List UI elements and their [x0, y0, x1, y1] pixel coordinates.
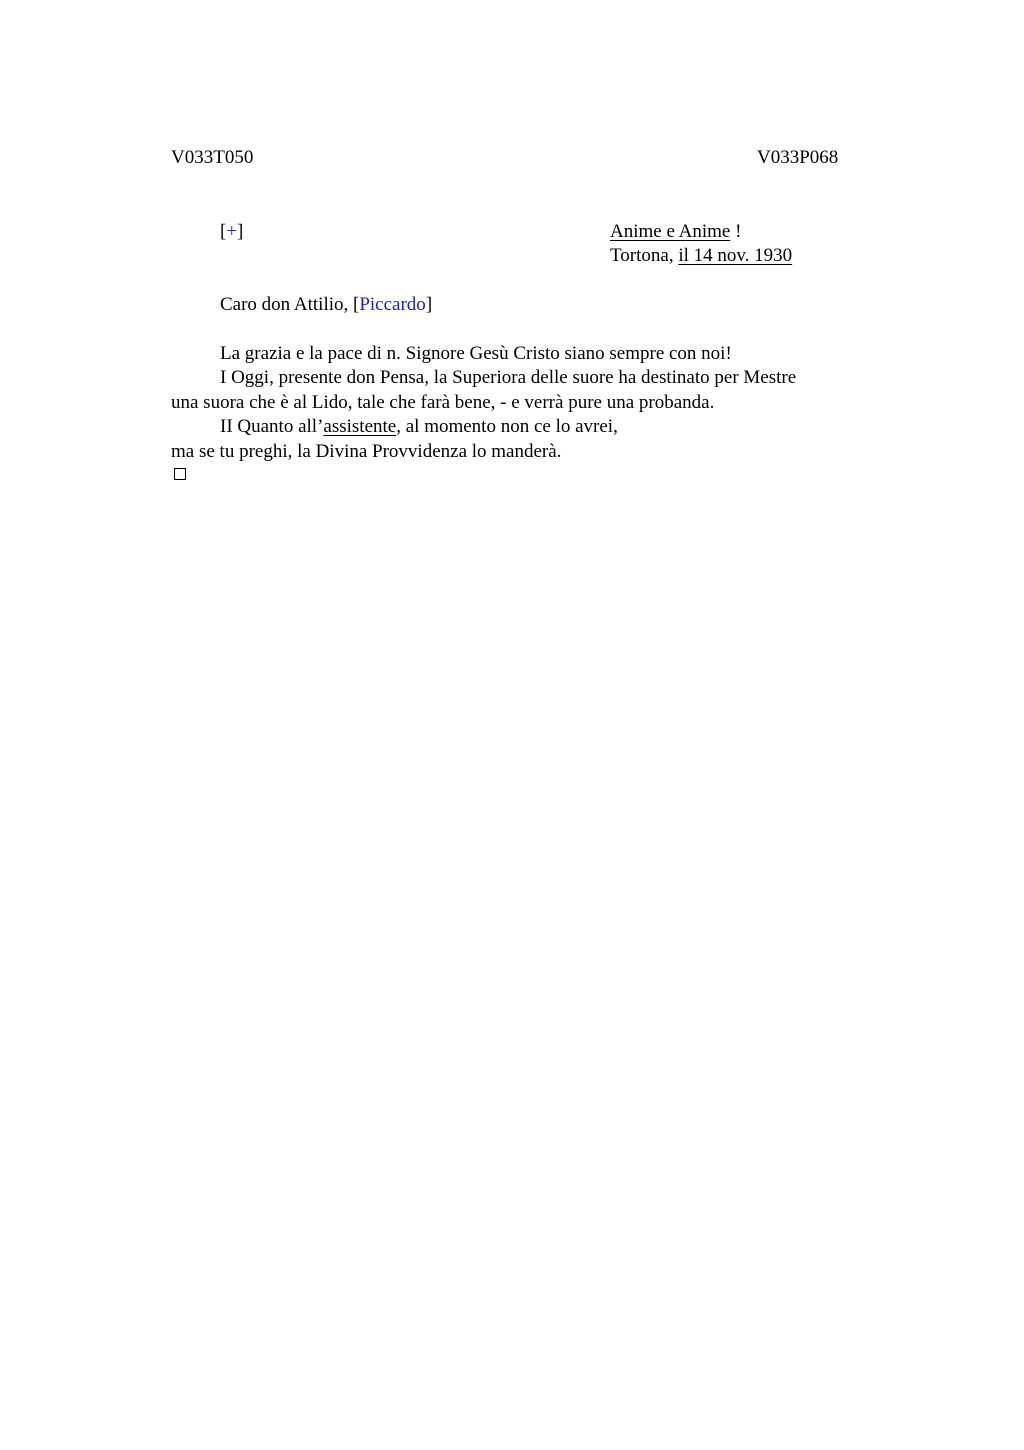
paragraph-1-line-1: I Oggi, presente don Pensa, la Superiora delle suore ha destinato per Mestre — [220, 367, 797, 388]
paragraph-2-line-2: ma se tu preghi, la Divina Provvidenza lo manderà. — [171, 441, 562, 462]
date: il 14 nov. 1930 — [678, 245, 793, 266]
place: Tortona, — [610, 245, 679, 266]
surname-bracket-open: [ — [353, 294, 360, 315]
assistente-word: assistente — [323, 416, 397, 437]
motto-line — [610, 220, 741, 244]
paragraph-2-prefix: II Quanto all’ — [220, 416, 324, 437]
paragraph-1-line-2: una suora che è al Lido, tale che farà bene, - e verrà pure una probanda. — [171, 392, 715, 413]
paragraph-2-line-1 — [220, 415, 618, 439]
document-code-left: V033T050 — [171, 147, 254, 168]
motto-suffix: ! — [730, 221, 742, 242]
paragraph-2-suffix: , al momento non ce lo avrei, — [396, 416, 618, 437]
bracket-open: [ — [220, 221, 227, 242]
page-code-right: V033P068 — [757, 147, 839, 168]
cross-mark — [220, 220, 243, 244]
motto: Anime e Anime — [610, 221, 731, 242]
greeting: La grazia e la pace di n. Signore Gesù Cristo siano sempre con noi! — [220, 343, 732, 364]
end-square-icon — [174, 468, 186, 480]
surname: Piccardo — [359, 294, 426, 315]
bracket-close: ] — [237, 221, 244, 242]
salutation: Caro don Attilio, — [220, 294, 353, 315]
cross-symbol: + — [226, 221, 238, 242]
surname-bracket-close: ] — [425, 294, 433, 315]
salutation-line — [220, 293, 432, 317]
place-date-line — [610, 244, 792, 268]
